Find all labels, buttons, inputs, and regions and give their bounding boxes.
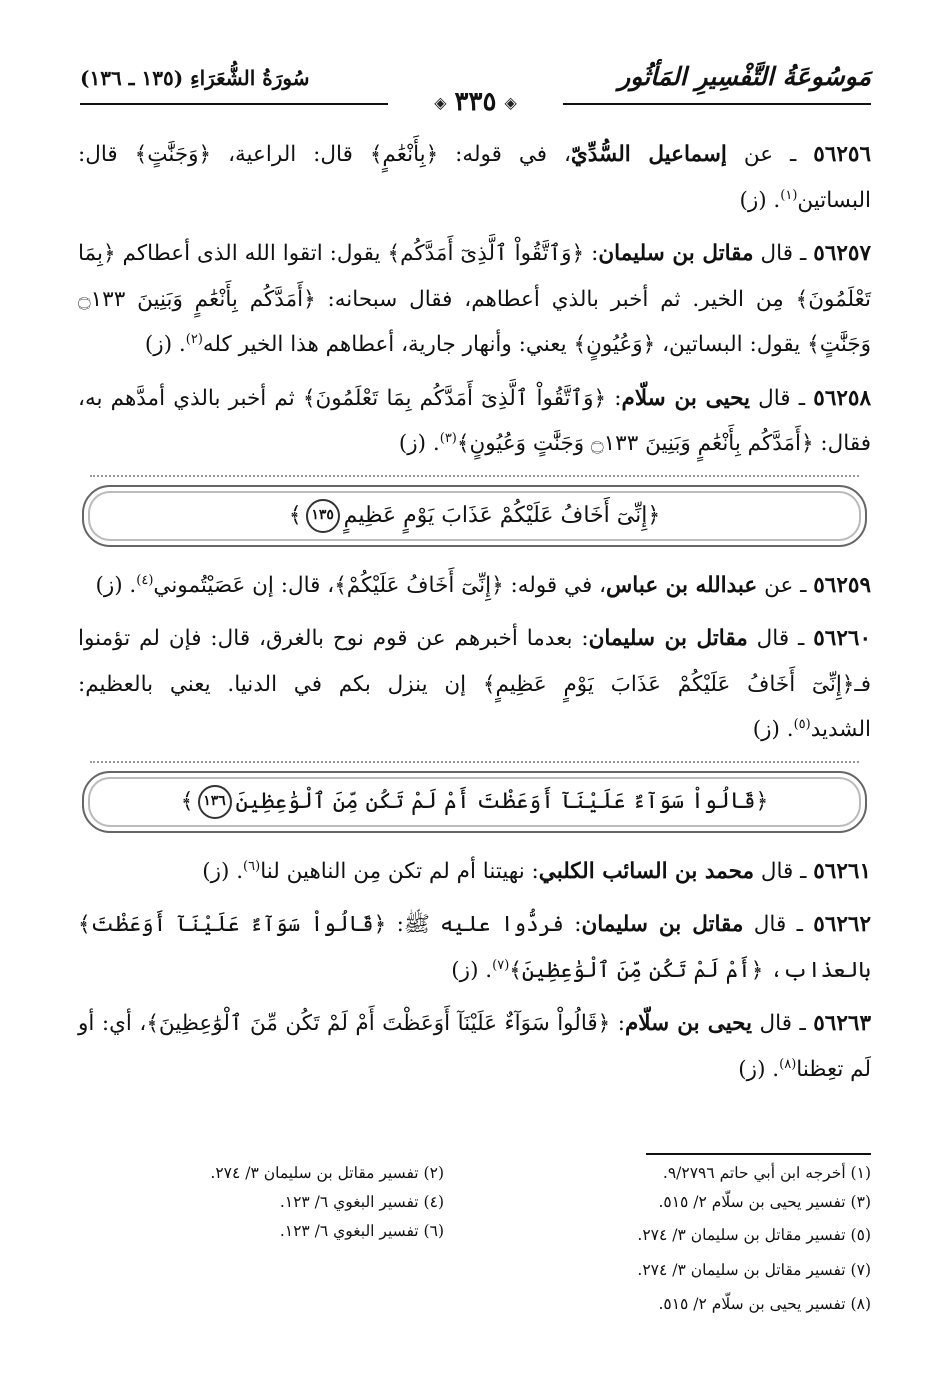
page-number: ٣٣٥ (454, 87, 497, 117)
footnote: (١) أخرجه ابن أبي حاتم ٩/٢٧٩٦. (662, 1164, 871, 1182)
footnote-ref[interactable]: (٥) (793, 716, 811, 732)
source-mark: . (ز) (144, 332, 186, 357)
text: بالعذاب، (763, 957, 871, 983)
entry-number: ٥٦٢٦١ (813, 858, 871, 884)
footnote: (٢) تفسير مقاتل بن سليمان ٣/ ٢٧٤. (210, 1164, 444, 1182)
footnote-ref[interactable]: (٧) (492, 957, 510, 973)
text: ، في قوله: (438, 142, 571, 167)
commentary-paragraph (78, 1001, 871, 1092)
source-mark: . (ز) (739, 187, 781, 213)
quran-quote: ﴿أَمْ لَمْ تَكُن مِّنَ ٱلْوَٰعِظِينَ﴾ (509, 957, 764, 983)
dash: ـ (793, 241, 814, 266)
text: : (584, 241, 599, 266)
dash: ـ (793, 572, 814, 598)
text: : فردُّوا عليه ﷺ: (386, 912, 582, 937)
source-mark: . (ز) (202, 858, 244, 884)
page-header (80, 62, 871, 117)
text: : (606, 385, 622, 411)
source-mark: . (ز) (752, 717, 794, 742)
dash: ـ (793, 858, 814, 884)
verse-close-bracket: ﴾ (180, 788, 194, 814)
book-title: مَوسُوعَةُ التَّفْسِيرِ المَأثُور (618, 62, 871, 91)
text: يقول: اتقوا الله الذى أعطاكم (115, 241, 388, 266)
footnote-ref[interactable]: (١) (780, 187, 798, 203)
footnote: (٤) تفسير البغوي ٦/ ١٢٣. (279, 1193, 444, 1211)
commentary-paragraph (78, 616, 871, 753)
commentary-paragraph (78, 563, 871, 609)
commentary-paragraph (78, 902, 871, 993)
text: قال (753, 241, 794, 266)
commentary-paragraph (78, 231, 871, 368)
narrator-name: محمد بن السائب الكلبي (538, 858, 754, 884)
source-mark: . (ز) (95, 572, 137, 598)
verse-number-icon: ١٣٦ (198, 785, 232, 819)
quran-quote: ﴿قَالُواْ سَوَآءٌ عَلَيْنَآ أَوَعَظْتَ﴾ (78, 912, 387, 937)
quran-quote: ﴿وَعُيُونٍ﴾ (573, 332, 656, 357)
text: ، قال: إن عَصَيْتُموني (153, 572, 335, 598)
text: يقول: البساتين، (655, 332, 808, 357)
quran-quote: ﴿وَٱتَّقُواْ ٱلَّذِىٓ أَمَدَّكُم بِمَا تَعْلَمُونَ﴾ (302, 385, 607, 411)
entry-number: ٥٦٢٥٨ (813, 385, 872, 411)
footnote: (٥) تفسير مقاتل بن سليمان ٣/ ٢٧٤. (637, 1226, 871, 1244)
dash: ـ (789, 626, 814, 651)
quran-quote: ﴿وَجَنَّٰتٍ﴾ (134, 142, 212, 167)
narrator-name: يحيى بن سلّام (625, 1011, 753, 1036)
text: قال (752, 1011, 792, 1036)
quran-quote: ﴿أَمَدَّكُم بِأَنْعَٰمٍ وَبَنِينَ ۝١٣٣ وَجَنَّٰتٍ وَعُيُونٍ﴾ (456, 431, 814, 456)
verse-text: ﴿قَالُواْ سَوَآءٌ عَلَيْنَآ أَوَعَظْتَ أَمْ لَمْ تَكُن مِّنَ ٱلْوَٰعِظِينَ (235, 788, 769, 814)
text: : نهيتنا أم لم تكن مِن الناهين لنا (260, 858, 539, 884)
ornament-icon: ◈ (434, 92, 447, 112)
quran-quote: ﴿قَالُواْ سَوَآءٌ عَلَيْنَآ أَوَعَظْتَ أَمْ لَمْ تَكُن مِّنَ ٱلْوَٰعِظِينَ﴾ (146, 1011, 611, 1036)
narrator-name: مقاتل بن سليمان (588, 626, 748, 651)
verse-box (82, 485, 867, 547)
quran-quote: ﴿أَمَدَّكُم بِأَنْعَٰمٍ وَبَنِينَ ۝١٣٣ وَجَنَّٰتٍ﴾ (78, 286, 871, 357)
narrator-name: يحيى بن سلّام (621, 385, 750, 411)
footnote: (٨) تفسير يحيى بن سلّام ٢/ ٥١٥. (658, 1295, 871, 1313)
verse-box (82, 771, 867, 833)
dash: ـ (773, 142, 814, 167)
footnote-ref[interactable]: (٢) (185, 331, 203, 347)
entry-number: ٥٦٢٥٩ (813, 572, 871, 598)
footnote: (٦) تفسير البغوي ٦/ ١٢٣. (279, 1222, 444, 1240)
verse-number-icon: ١٣٥ (306, 499, 340, 533)
dash: ـ (791, 1011, 814, 1036)
commentary-paragraph (78, 132, 871, 223)
ornament-icon: ◈ (504, 92, 517, 112)
commentary-paragraph (78, 376, 871, 467)
text: : (610, 1011, 625, 1036)
text: إن ينزل بكم في الدنيا. يعني بالعظيم: الشديد (78, 671, 871, 742)
header-rule-left (80, 103, 388, 105)
commentary-paragraph (78, 849, 871, 895)
footnote-ref[interactable]: (٣) (439, 430, 457, 446)
surah-range: سُورَةُ الشُّعَرَاءِ (١٣٥ ـ ١٣٦) (80, 66, 310, 90)
entry-number: ٥٦٢٦٠ (813, 626, 871, 651)
text: قال (753, 858, 794, 884)
text: عن (757, 572, 794, 598)
page-body (78, 132, 871, 1100)
footnote-ref[interactable]: (٦) (243, 858, 261, 874)
narrator-name: عبدالله بن عباس (606, 572, 758, 598)
header-rule-right (563, 103, 871, 105)
quran-quote: ﴿وَٱتَّقُواْ ٱلَّذِىٓ أَمَدَّكُم﴾ (387, 241, 585, 266)
text: قال: البساتين (78, 142, 871, 213)
text: قال: الراعية، (211, 142, 370, 167)
narrator-name: مقاتل بن سليمان (598, 241, 754, 266)
source-mark: . (ز) (738, 1056, 780, 1082)
entry-number: ٥٦٢٦٣ (813, 1011, 871, 1036)
text: يعني: وأنهار جارية، أعطاهم هذا الخير كله (202, 332, 574, 357)
text: قال (743, 912, 787, 937)
text: ثم أخبر بالذي أمدَّهم به، فقال: (78, 385, 871, 456)
source-mark: . (ز) (451, 957, 493, 983)
source-mark: . (ز) (398, 431, 440, 456)
text: قال (749, 385, 791, 411)
entry-number: ٥٦٢٥٧ (813, 241, 872, 266)
quran-quote: ﴿بِمَا تَعْلَمُونَ﴾ (78, 241, 872, 312)
narrator-name: مقاتل بن سليمان (581, 912, 744, 937)
quran-quote: ﴿إِنِّىٓ أَخَافُ عَلَيْكُمْ﴾ (334, 572, 504, 598)
dash: ـ (790, 385, 814, 411)
narrator-name: إسماعيل السُّدِّيّ (570, 142, 727, 167)
text: مِن الخير. ثم أخبر بالذي أعطاهم، فقال سبحانه: (315, 286, 796, 312)
text: قال (747, 626, 790, 651)
page-number-group (434, 87, 517, 117)
quran-quote: ﴿إِنِّىٓ أَخَافُ عَلَيْكُمْ عَذَابَ يَوْمٍ عَظِيمٍ﴾ (482, 671, 855, 697)
entry-number: ٥٦٢٦٢ (813, 912, 872, 937)
footnote: (٣) تفسير يحيى بن سلّام ٢/ ٥١٥. (658, 1193, 871, 1211)
footnote: (٧) تفسير مقاتل بن سليمان ٣/ ٢٧٤. (637, 1261, 871, 1279)
text: ، في قوله: (503, 572, 607, 598)
quran-quote: ﴿بِأَنْعَٰمٍ﴾ (369, 142, 439, 167)
text: : بعدما أخبرهم عن قوم نوح بالغرق، قال: فإن لم تؤمنوا فـ (78, 626, 871, 697)
footnote-ref[interactable]: (٤) (136, 572, 154, 588)
verse-close-bracket: ﴾ (288, 502, 302, 528)
footnote-ref[interactable]: (٨) (779, 1056, 797, 1072)
verse-text: ﴿إِنِّىٓ أَخَافُ عَلَيْكُمْ عَذَابَ يَوْمٍ عَظِيمٍ (343, 502, 661, 528)
text: ، أي: أو لَم تعِظنا (78, 1011, 871, 1082)
entry-number: ٥٦٢٥٦ (813, 142, 872, 167)
text: عن (726, 142, 774, 167)
footnote-rule (646, 1153, 871, 1155)
dash: ـ (786, 912, 814, 937)
